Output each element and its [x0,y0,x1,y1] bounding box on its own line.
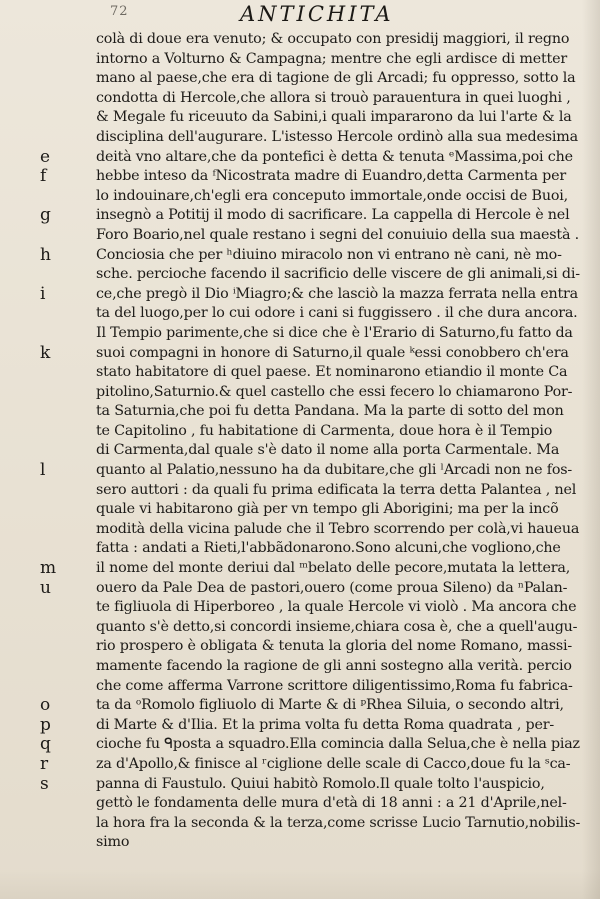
text-line [40,402,580,422]
marginal-letter: h [40,244,51,265]
text-line [40,696,580,716]
page-bottom-shadow [0,869,600,899]
line-text: colà di doue era venuto; & occupato con presidij maggiori, il regno [96,31,570,47]
page-edge-shadow [582,0,600,899]
text-line [40,618,580,638]
text-line [40,598,580,618]
line-text: pitolino,Saturnio.& quel castello che essi fecero lo chiamarono Por- [96,383,573,400]
line-text: lo indouinare,ch'egli era conceputo immortale,onde occisi de Buoi, [96,187,568,204]
text-line [40,50,580,70]
line-text: che come afferma Varrone scrittore diligentissimo,Roma fu fabrica- [96,677,573,694]
line-text: la hora fra la seconda & la terza,come scrisse Lucio Tarnutio,nobilis- [96,814,581,831]
line-text: Foro Boario,nel quale restano i segni del conuiuio della sua maestà . [96,226,579,243]
marginal-letter: q [40,734,51,755]
text-line [40,226,580,246]
line-text: il nome del monte deriui dal ᵐbelato delle pecore,mutata la lettera, [96,560,571,577]
text-line [40,89,580,109]
marginal-letter: p [40,714,51,735]
marginal-letter: k [40,342,51,363]
marginal-letter: l [40,460,46,481]
line-text: & Megale fu riceuuto da Sabini,i quali impararono da lui l'arte & la [96,109,572,126]
text-line [40,481,580,501]
text-line [40,677,580,697]
text-line [40,148,580,168]
text-line [40,324,580,344]
line-text: quanto s'è detto,si concordi insieme,chiara cosa è, che a quell'augu- [96,618,578,635]
line-text: sche. percioche facendo il sacrificio delle viscere de gli animali,si di- [96,266,580,283]
line-text: mamente facendo la ragione de gli anni sostegno alla verità. percio [96,658,572,674]
text-line [40,775,580,795]
body-text [40,30,580,853]
text-line [40,187,580,207]
line-text: Il Tempio parimente,che si dice che è l'Erario di Saturno,fu fatto da [96,324,573,341]
text-line [40,30,580,50]
text-line [40,520,580,540]
line-text: quale vi habitarono già per vn tempo gli Aborigini; ma per la incõ [96,501,559,518]
line-text: deità vno altare,che da pontefici è detta & tenuta ᵉMassima,poi che [96,148,573,165]
text-line [40,794,580,814]
line-text: di Marte & d'Ilia. Et la prima volta fu detta Roma quadrata , per- [96,716,554,733]
text-line [40,363,580,383]
text-line [40,755,580,775]
text-line [40,833,580,853]
line-text: te Capitolino , fu habitatione di Carmenta, doue hora è il Tempio [96,422,553,439]
line-text: suoi compagni in honore di Saturno,il quale ᵏessi conobbero ch'era [96,344,569,361]
text-line [40,167,580,187]
marginal-letter: u [40,577,51,598]
text-line [40,304,580,324]
line-text: disciplina dell'augurare. L'istesso Hercole ordinò alla sua medesima [96,128,578,145]
line-text: simo [96,834,130,851]
text-line [40,539,580,559]
marginal-letter: f [40,166,47,187]
text-line [40,206,580,226]
text-line [40,814,580,834]
marginal-letter: m [40,558,57,579]
line-text: ta Saturnia,che poi fu detta Pandana. Ma la parte di sotto del mon [96,403,564,420]
text-line [40,265,580,285]
line-text: intorno a Volturno & Campagna; mentre che egli ardisce di metter [96,50,567,67]
line-text: ta del luogo,per lo cui odore i cani si fuggissero . il che dura ancora. [96,305,578,322]
line-text: gettò le fondamenta delle mura d'età di 18 anni : a 21 d'Aprile,nel- [96,795,567,812]
line-text: cioche fu ᑫposta a squadro.Ella comincia dalla Selua,che è nella piaz [96,736,580,753]
marginal-letter: s [40,773,49,794]
line-text: sero auttori : da quali fu prima edificata la terra detta Palantea , nel [96,481,577,498]
line-text: te figliuola di Hiperboreo , la quale Hercole vi violò . Ma ancora che [96,599,577,616]
line-text: di Carmenta,dal quale s'è dato il nome alla porta Carmentale. Ma [96,442,560,459]
line-text: panna di Faustulo. Quiui habitò Romolo.Il quale tolto l'auspicio, [96,775,545,792]
text-line [40,128,580,148]
line-text: hebbe inteso da ᶠNicostrata madre di Euandro,detta Carmenta per [96,168,567,185]
line-text: mano al paese,che era di tagione de gli Arcadi; fu oppresso, sotto la [96,70,576,87]
text-line [40,69,580,89]
text-line [40,108,580,128]
line-text: ouero da Pale Dea de pastori,ouero (come proua Sileno) da ⁿPalan- [96,579,568,596]
text-line [40,344,580,364]
marginal-letter: e [40,146,51,167]
page-number: 72 [110,4,129,19]
line-text: quanto al Palatio,nessuno ha da dubitare,che gli ˡArcadi non ne fos- [96,462,573,479]
marginal-letter: r [40,753,49,774]
text-line [40,500,580,520]
line-text: insegnò a Potitij il modo di sacrificare. La cappella di Hercole è nel [96,207,570,224]
text-line [40,637,580,657]
text-line [40,422,580,442]
line-text: ta da ᵒRomolo figliuolo di Marte & di ᵖRhea Siluia, o secondo altri, [96,697,564,714]
marginal-letter: o [40,695,51,716]
marginal-letter: i [40,283,46,304]
text-line [40,657,580,677]
text-line [40,461,580,481]
text-line [40,735,580,755]
line-text: modità della vicina palude che il Tebro scorrendo per colà,vi haueua [96,520,580,537]
line-text: za d'Apollo,& finisce al ʳciglione delle scale di Cacco,doue fu la ˢca- [96,755,571,772]
text-line [40,579,580,599]
line-text: fatta : andati a Rieti,l'abbãdonarono.Sono alcuni,che vogliono,che [96,540,561,557]
line-text: ce,che pregò il Dio ⁱMiagro;& che lasciò la mazza ferrata nella entra [96,285,579,302]
text-line [40,441,580,461]
text-line [40,716,580,736]
line-text: condotta di Hercole,che allora si trouò parauentura in quei luoghi , [96,89,571,106]
line-text: stato habitatore di quel paese. Et nominarono etiandio il monte Ca [96,364,568,381]
line-text: Conciosia che per ʰdiuino miracolo non vi entrano nè cani, nè mo- [96,246,562,263]
text-line [40,383,580,403]
text-line [40,285,580,305]
line-text: rio prospero è obligata & tenuta la gloria del nome Romano, massi- [96,638,573,655]
text-line [40,559,580,579]
marginal-letter: g [40,205,51,226]
running-head: ANTICHITA [240,2,394,26]
text-line [40,246,580,266]
